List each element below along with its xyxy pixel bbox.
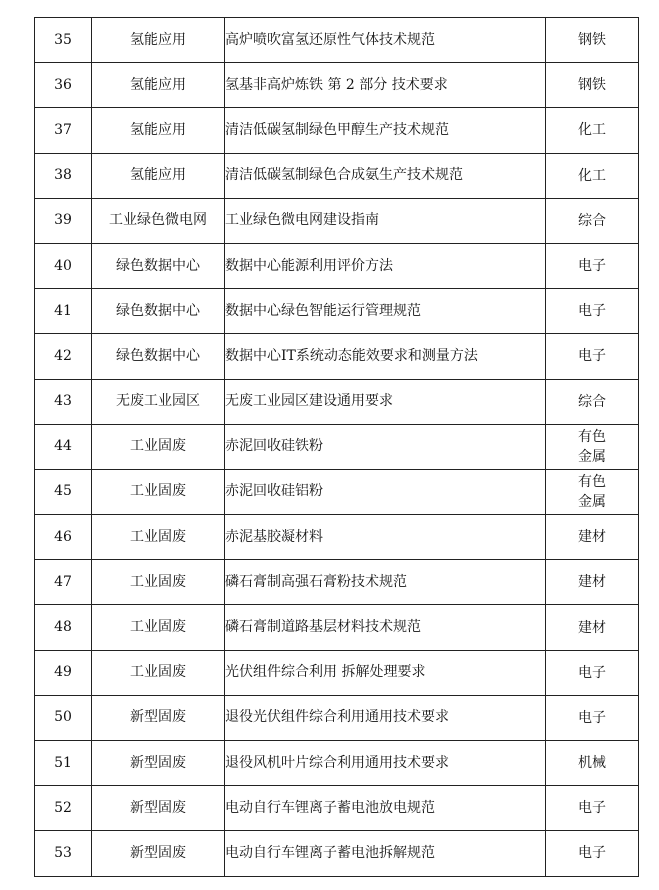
standard-name-text: 电动自行车锂离子蓄电池放电规范 bbox=[225, 799, 435, 816]
industry-text: 化工 bbox=[577, 167, 606, 184]
category-cell bbox=[92, 424, 225, 469]
standard-name-cell bbox=[225, 379, 546, 424]
row-number-text: 42 bbox=[54, 347, 72, 364]
row-number-text: 44 bbox=[54, 438, 72, 455]
table-row bbox=[35, 424, 639, 469]
category-cell bbox=[92, 108, 225, 153]
category-text: 工业绿色微电网 bbox=[109, 212, 207, 229]
row-number-text: 37 bbox=[54, 121, 72, 138]
category-cell bbox=[92, 831, 225, 876]
standard-name-text: 数据中心能源利用评价方法 bbox=[225, 257, 393, 274]
category-cell bbox=[92, 153, 225, 198]
industry-text: 电子 bbox=[577, 845, 606, 862]
standard-name-text: 高炉喷吹富氢还原性气体技术规范 bbox=[225, 31, 435, 48]
category-text: 氢能应用 bbox=[130, 31, 186, 48]
standard-name-text: 退役光伏组件综合利用通用技术要求 bbox=[225, 709, 449, 726]
row-number-cell bbox=[35, 243, 92, 288]
standard-name-text: 清洁低碳氢制绿色甲醇生产技术规范 bbox=[225, 121, 449, 138]
industry-text: 化工 bbox=[577, 122, 606, 139]
standard-name-cell bbox=[225, 741, 546, 786]
category-cell bbox=[92, 198, 225, 243]
industry-text: 电子 bbox=[577, 303, 606, 320]
standard-name-text: 氢基非高炉炼铁 第 2 部分 技术要求 bbox=[225, 76, 448, 93]
industry-text: 电子 bbox=[577, 709, 606, 726]
row-number-cell bbox=[35, 515, 92, 560]
table-row bbox=[35, 650, 639, 695]
table-row bbox=[35, 786, 639, 831]
row-number-cell bbox=[35, 424, 92, 469]
category-text: 绿色数据中心 bbox=[116, 257, 200, 274]
industry-text: 电子 bbox=[577, 664, 606, 681]
table-row bbox=[35, 831, 639, 876]
industry-text: 机械 bbox=[577, 755, 606, 772]
table-row bbox=[35, 63, 639, 108]
table-row bbox=[35, 18, 639, 63]
category-text: 工业固废 bbox=[130, 528, 186, 545]
category-cell bbox=[92, 650, 225, 695]
industry-cell bbox=[546, 334, 639, 379]
standard-name-text: 无废工业园区建设通用要求 bbox=[225, 393, 393, 410]
standard-name-text: 赤泥回收硅铁粉 bbox=[225, 438, 323, 455]
category-text: 新型固废 bbox=[130, 754, 186, 771]
industry-cell bbox=[546, 469, 639, 514]
category-cell bbox=[92, 560, 225, 605]
standard-name-cell bbox=[225, 289, 546, 334]
standard-name-text: 数据中心绿色智能运行管理规范 bbox=[225, 302, 421, 319]
industry-cell bbox=[546, 695, 639, 740]
standard-name-cell bbox=[225, 18, 546, 63]
standard-name-cell bbox=[225, 831, 546, 876]
table-row bbox=[35, 108, 639, 153]
standard-name-text: 光伏组件综合利用 拆解处理要求 bbox=[225, 664, 426, 681]
standard-name-cell bbox=[225, 605, 546, 650]
industry-cell bbox=[546, 515, 639, 560]
category-text: 工业固废 bbox=[130, 483, 186, 500]
industry-cell bbox=[546, 18, 639, 63]
standard-name-text: 清洁低碳氢制绿色合成氨生产技术规范 bbox=[225, 167, 463, 184]
row-number-cell bbox=[35, 18, 92, 63]
industry-text: 电子 bbox=[577, 258, 606, 275]
standard-name-cell bbox=[225, 243, 546, 288]
standard-name-cell bbox=[225, 469, 546, 514]
row-number-cell bbox=[35, 741, 92, 786]
row-number-text: 51 bbox=[54, 754, 72, 771]
category-cell bbox=[92, 786, 225, 831]
row-number-cell bbox=[35, 289, 92, 334]
category-cell bbox=[92, 469, 225, 514]
category-cell bbox=[92, 515, 225, 560]
row-number-cell bbox=[35, 63, 92, 108]
category-cell bbox=[92, 289, 225, 334]
category-cell bbox=[92, 63, 225, 108]
table-body bbox=[35, 18, 639, 877]
standard-name-cell bbox=[225, 153, 546, 198]
row-number-text: 46 bbox=[54, 528, 72, 545]
standard-name-cell bbox=[225, 515, 546, 560]
category-text: 工业固废 bbox=[130, 438, 186, 455]
row-number-text: 53 bbox=[54, 844, 72, 861]
standard-name-cell bbox=[225, 108, 546, 153]
row-number-text: 36 bbox=[54, 76, 72, 93]
industry-text: 有色金属 bbox=[577, 473, 606, 510]
industry-cell bbox=[546, 831, 639, 876]
row-number-text: 38 bbox=[54, 167, 72, 184]
table-row bbox=[35, 469, 639, 514]
category-cell bbox=[92, 18, 225, 63]
row-number-cell bbox=[35, 334, 92, 379]
industry-cell bbox=[546, 605, 639, 650]
standard-name-text: 赤泥基胶凝材料 bbox=[225, 528, 323, 545]
category-cell bbox=[92, 334, 225, 379]
row-number-cell bbox=[35, 153, 92, 198]
row-number-cell bbox=[35, 198, 92, 243]
row-number-cell bbox=[35, 786, 92, 831]
table-row bbox=[35, 334, 639, 379]
standard-name-cell bbox=[225, 198, 546, 243]
category-text: 绿色数据中心 bbox=[116, 302, 200, 319]
industry-cell bbox=[546, 786, 639, 831]
row-number-cell bbox=[35, 650, 92, 695]
industry-cell bbox=[546, 424, 639, 469]
category-text: 新型固废 bbox=[130, 844, 186, 861]
industry-text: 建材 bbox=[577, 574, 606, 591]
industry-text: 建材 bbox=[577, 619, 606, 636]
industry-text: 综合 bbox=[577, 212, 606, 229]
table-row bbox=[35, 605, 639, 650]
row-number-text: 48 bbox=[54, 619, 72, 636]
row-number-text: 49 bbox=[54, 664, 72, 681]
industry-cell bbox=[546, 650, 639, 695]
standard-name-cell bbox=[225, 695, 546, 740]
category-text: 无废工业园区 bbox=[116, 393, 200, 410]
table-row bbox=[35, 198, 639, 243]
table-row bbox=[35, 153, 639, 198]
category-cell bbox=[92, 695, 225, 740]
industry-text: 综合 bbox=[577, 393, 606, 410]
standard-name-text: 数据中心IT系统动态能效要求和测量方法 bbox=[225, 347, 478, 364]
industry-text: 钢铁 bbox=[577, 32, 606, 49]
category-text: 氢能应用 bbox=[130, 167, 186, 184]
industry-cell bbox=[546, 108, 639, 153]
standard-name-text: 磷石膏制道路基层材料技术规范 bbox=[225, 619, 421, 636]
industry-cell bbox=[546, 198, 639, 243]
industry-cell bbox=[546, 379, 639, 424]
standard-name-cell bbox=[225, 650, 546, 695]
industry-text: 电子 bbox=[577, 800, 606, 817]
category-text: 工业固废 bbox=[130, 573, 186, 590]
standard-name-cell bbox=[225, 560, 546, 605]
standard-name-text: 电动自行车锂离子蓄电池拆解规范 bbox=[225, 844, 435, 861]
category-text: 工业固废 bbox=[130, 664, 186, 681]
standard-name-cell bbox=[225, 334, 546, 379]
standards-table-page bbox=[34, 17, 634, 877]
industry-cell bbox=[546, 153, 639, 198]
table-row bbox=[35, 289, 639, 334]
row-number-cell bbox=[35, 695, 92, 740]
row-number-text: 47 bbox=[54, 573, 72, 590]
row-number-text: 43 bbox=[54, 393, 72, 410]
category-cell bbox=[92, 379, 225, 424]
category-cell bbox=[92, 741, 225, 786]
row-number-cell bbox=[35, 831, 92, 876]
industry-text: 电子 bbox=[577, 348, 606, 365]
industry-cell bbox=[546, 63, 639, 108]
category-text: 新型固废 bbox=[130, 709, 186, 726]
table-row bbox=[35, 741, 639, 786]
row-number-text: 52 bbox=[54, 799, 72, 816]
industry-cell bbox=[546, 560, 639, 605]
industry-text: 钢铁 bbox=[577, 77, 606, 94]
industry-text: 有色金属 bbox=[577, 428, 606, 465]
industry-cell bbox=[546, 741, 639, 786]
row-number-text: 39 bbox=[54, 212, 72, 229]
table-row bbox=[35, 243, 639, 288]
standard-name-text: 赤泥回收硅铝粉 bbox=[225, 483, 323, 500]
category-text: 氢能应用 bbox=[130, 76, 186, 93]
row-number-text: 35 bbox=[54, 31, 72, 48]
row-number-text: 40 bbox=[54, 257, 72, 274]
standard-name-text: 退役风机叶片综合利用通用技术要求 bbox=[225, 754, 449, 771]
row-number-text: 41 bbox=[54, 302, 72, 319]
row-number-cell bbox=[35, 469, 92, 514]
category-cell bbox=[92, 605, 225, 650]
category-text: 新型固废 bbox=[130, 799, 186, 816]
standard-name-cell bbox=[225, 63, 546, 108]
standard-name-cell bbox=[225, 424, 546, 469]
standard-name-cell bbox=[225, 786, 546, 831]
standard-name-text: 工业绿色微电网建设指南 bbox=[225, 212, 379, 229]
category-cell bbox=[92, 243, 225, 288]
table-row bbox=[35, 379, 639, 424]
row-number-cell bbox=[35, 379, 92, 424]
category-text: 绿色数据中心 bbox=[116, 347, 200, 364]
standards-table bbox=[34, 17, 639, 877]
industry-cell bbox=[546, 289, 639, 334]
row-number-text: 50 bbox=[54, 709, 72, 726]
table-row bbox=[35, 560, 639, 605]
table-row bbox=[35, 515, 639, 560]
row-number-cell bbox=[35, 605, 92, 650]
industry-text: 建材 bbox=[577, 529, 606, 546]
row-number-text: 45 bbox=[54, 483, 72, 500]
row-number-cell bbox=[35, 560, 92, 605]
industry-cell bbox=[546, 243, 639, 288]
category-text: 氢能应用 bbox=[130, 121, 186, 138]
table-row bbox=[35, 695, 639, 740]
row-number-cell bbox=[35, 108, 92, 153]
category-text: 工业固废 bbox=[130, 619, 186, 636]
standard-name-text: 磷石膏制高强石膏粉技术规范 bbox=[225, 573, 407, 590]
